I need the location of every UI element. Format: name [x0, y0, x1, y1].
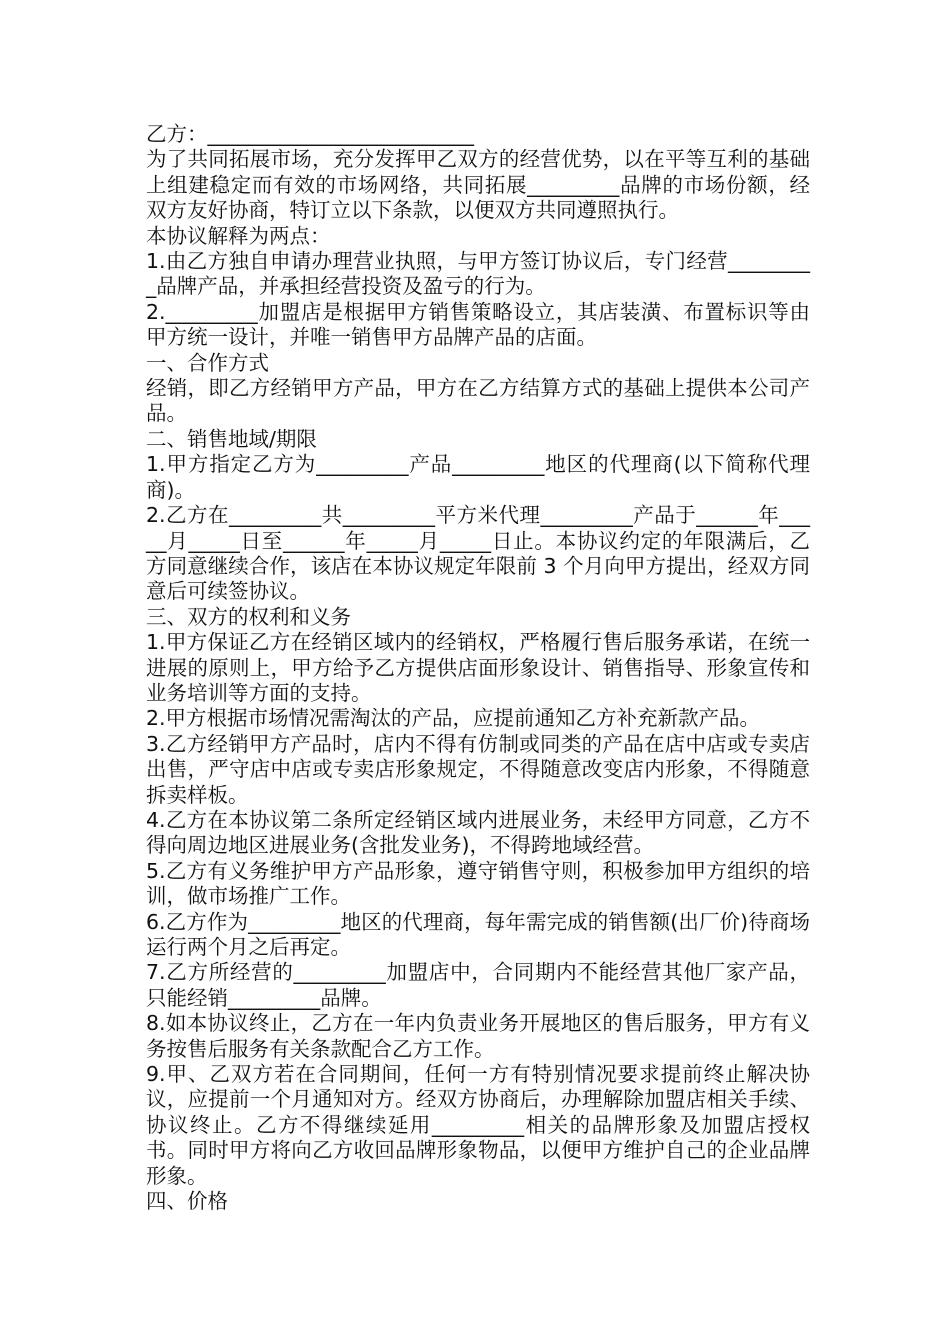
region-item-2: 2.乙方在_________共_________平方米代理_________产品于______年_____月_____日至______年_____月_____日止。本协议约定的年限满后，乙方同意继续合作，该店在本协议规定年限前 3 个月向甲方提出，经双方同意后可续签协议。 [146, 503, 810, 604]
cooperation-paragraph: 经销，即乙方经销甲方产品，甲方在乙方结算方式的基础上提供本公司产品。 [146, 376, 810, 426]
rights-item-9: 9.甲、乙双方若在合同期间，任何一方有特别情况要求提前终止解决协议，应提前一个月通知对方。经双方协商后，办理解除加盟店相关手续、协议终止。乙方不得继续延用_________相关的品牌形象及加盟店授权书。同时甲方将向乙方收回品牌形象物品，以便甲方维护自己的企业品牌形象。 [146, 1062, 810, 1188]
section-heading-rights-obligations: 三、双方的权利和义务 [146, 604, 351, 629]
interpretation-heading: 本协议解释为两点： [146, 223, 331, 248]
interpretation-item-1: 1.由乙方独自申请办理营业执照，与甲方签订协议后，专门经营_________品牌产品，并承担经营投资及盈亏的行为。 [146, 249, 810, 299]
document-body [146, 122, 810, 1214]
rights-item-7: 7.乙方所经营的_________加盟店中，合同期内不能经营其他厂家产品，只能经销_________品牌。 [146, 960, 810, 1010]
preamble-paragraph: 为了共同拓展市场，充分发挥甲乙双方的经营优势，以在平等互利的基础上组建稳定而有效的市场网络，共同拓展_________品牌的市场份额，经双方友好协商，特订立以下条款，以便双方共同遵照执行。 [146, 147, 810, 223]
rights-item-6: 6.乙方作为_________地区的代理商，每年需完成的销售额(出厂价)待商场运行两个月之后再定。 [146, 909, 810, 959]
rights-item-1: 1.甲方保证乙方在经销区域内的经销权，严格履行售后服务承诺，在统一进展的原则上，甲方给予乙方提供店面形象设计、销售指导、形象宣传和业务培训等方面的支持。 [146, 630, 810, 705]
rights-item-8: 8.如本协议终止，乙方在一年内负责业务开展地区的售后服务，甲方有义务按售后服务有关条款配合乙方工作。 [146, 1011, 810, 1061]
rights-item-4: 4.乙方在本协议第二条所定经销区域内进展业务，未经甲方同意，乙方不得向周边地区进展业务(含批发业务)，不得跨地域经营。 [146, 807, 810, 858]
section-heading-region-term: 二、销售地域/期限 [146, 426, 317, 451]
rights-item-2: 2.甲方根据市场情况需淘汰的产品，应提前通知乙方补充新款产品。 [146, 706, 761, 731]
party-b-line: 乙方：__________________________ [146, 122, 474, 146]
interpretation-item-2: 2._________加盟店是根据甲方销售策略设立，其店装潢、布置标识等由甲方统一设计，并唯一销售甲方品牌产品的店面。 [146, 299, 810, 350]
rights-item-3: 3.乙方经销甲方产品时，店内不得有仿制或同类的产品在店中店或专卖店出售，严守店中店或专卖店形象规定，不得随意改变店内形象，不得随意拆卖样板。 [146, 731, 810, 807]
region-item-1: 1.甲方指定乙方为_________产品_________地区的代理商(以下简称代理商)。 [146, 452, 810, 502]
rights-item-5: 5.乙方有义务维护甲方产品形象，遵守销售守则，积极参加甲方组织的培训，做市场推广工作。 [146, 858, 810, 909]
section-heading-cooperation: 一、合作方式 [146, 350, 269, 375]
section-heading-price: 四、价格 [146, 1189, 228, 1214]
